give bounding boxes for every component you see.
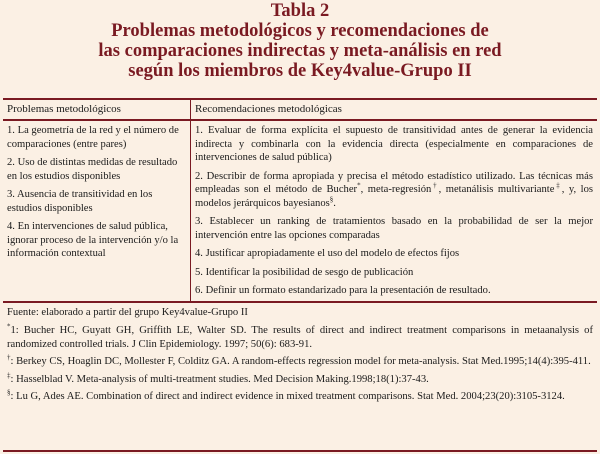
rec2-text-a: 2. Describir de forma apropiada y precisa el método estadístico utilizado. Las técnicas más empleadas son el método de Bucher bbox=[195, 170, 593, 195]
source-note: Fuente: elaborado a partir del grupo Key4value-Grupo II bbox=[7, 306, 248, 318]
table-label: Tabla 2 bbox=[270, 1, 330, 21]
reference-text: : Lu G, Ades AE. Combination of direct and indirect evidence in mixed treatment comparisons. Stat Med. 2004;23(20):3105-3124. bbox=[10, 391, 565, 402]
problem-item: 3. Ausencia de transitividad en los estudios disponibles bbox=[7, 189, 153, 214]
footnote-mark: * bbox=[7, 322, 11, 331]
reference-item bbox=[7, 390, 593, 404]
problems-cell bbox=[3, 120, 191, 302]
title-line-1: Problemas metodológicos y recomendaciones de bbox=[111, 21, 489, 41]
problem-item: 1. La geometría de la red y el número de comparaciones (entre pares) bbox=[7, 125, 179, 150]
rec2-text-c: , metanálisis multivariante bbox=[438, 184, 555, 195]
footnote-mark: § bbox=[329, 194, 334, 203]
header-row bbox=[3, 99, 597, 120]
title-line-2: las comparaciones indirectas y meta-análisis en red bbox=[98, 41, 502, 61]
reference-text: : Hasselblad V. Meta-analysis of multi-treatment studies. Med Decision Making.1998;18(1):37-43. bbox=[10, 373, 429, 385]
footnote-mark: ‡ bbox=[554, 181, 562, 190]
title-line-3: según los miembros de Key4value-Grupo II bbox=[128, 61, 472, 81]
bottom-rule bbox=[3, 450, 597, 452]
header-recommendations: Recomendaciones metodológicas bbox=[191, 99, 598, 120]
footnote-mark: ‡ bbox=[7, 370, 11, 379]
rec2-text-e: . bbox=[333, 197, 336, 209]
body-row bbox=[3, 120, 597, 302]
footer-cell bbox=[3, 302, 597, 408]
footnote-mark: † bbox=[431, 181, 439, 190]
methods-table bbox=[3, 98, 597, 408]
reference-text: : Berkey CS, Hoaglin DC, Mollester F, Colditz GA. A random-effects regression model for meta-analysis. Stat Med.1995;14(4):395-411. bbox=[10, 356, 591, 367]
reference-text: 1: Bucher HC, Guyatt GH, Griffith LE, Walter SD. The results of direct and indirect treatment comparisons in metaanalysis of randomized controlled trials. J Clin Epidemiology. 1997; 50(6): 683-91. bbox=[7, 325, 593, 350]
recommendation-item: 6. Definir un formato estandarizado para la presentación de resultado. bbox=[195, 285, 491, 296]
rec2-text-b: , meta-regresión bbox=[360, 184, 432, 195]
recommendation-item bbox=[195, 170, 593, 211]
reference-item bbox=[7, 324, 593, 351]
footnote-mark: § bbox=[7, 388, 11, 397]
table-title bbox=[0, 0, 600, 81]
problem-item: 2. Uso de distintas medidas de resultado en los estudios disponibles bbox=[7, 157, 178, 182]
recommendation-item: 1. Evaluar de forma explícita el supuesto de transitividad antes de generar la evidencia indirecta y combinarla con la evidencia directa (especialmente en comparaciones de intervenciones de salud pública) bbox=[195, 125, 593, 163]
problem-item: 4. En intervenciones de salud pública, ignorar proceso de la intervención y/o la información contextual bbox=[7, 221, 179, 259]
header-problems: Problemas metodológicos bbox=[3, 99, 191, 120]
recommendations-cell bbox=[191, 120, 598, 302]
recommendation-item: 3. Establecer un ranking de tratamientos basado en la probabilidad de ser la mejor intervención entre las opciones comparadas bbox=[195, 216, 593, 241]
reference-item bbox=[7, 370, 593, 387]
recommendation-item: 5. Identificar la posibilidad de sesgo de publicación bbox=[195, 266, 414, 278]
footnote-mark: † bbox=[7, 353, 11, 362]
footer-row bbox=[3, 302, 597, 408]
rec2-text-d: , y, los modelos jerárquicos bayesianos bbox=[195, 184, 594, 209]
footnote-mark: * bbox=[357, 181, 361, 190]
recommendation-item: 4. Justificar apropiadamente el uso del modelo de efectos fijos bbox=[195, 248, 460, 259]
reference-item bbox=[7, 355, 593, 369]
